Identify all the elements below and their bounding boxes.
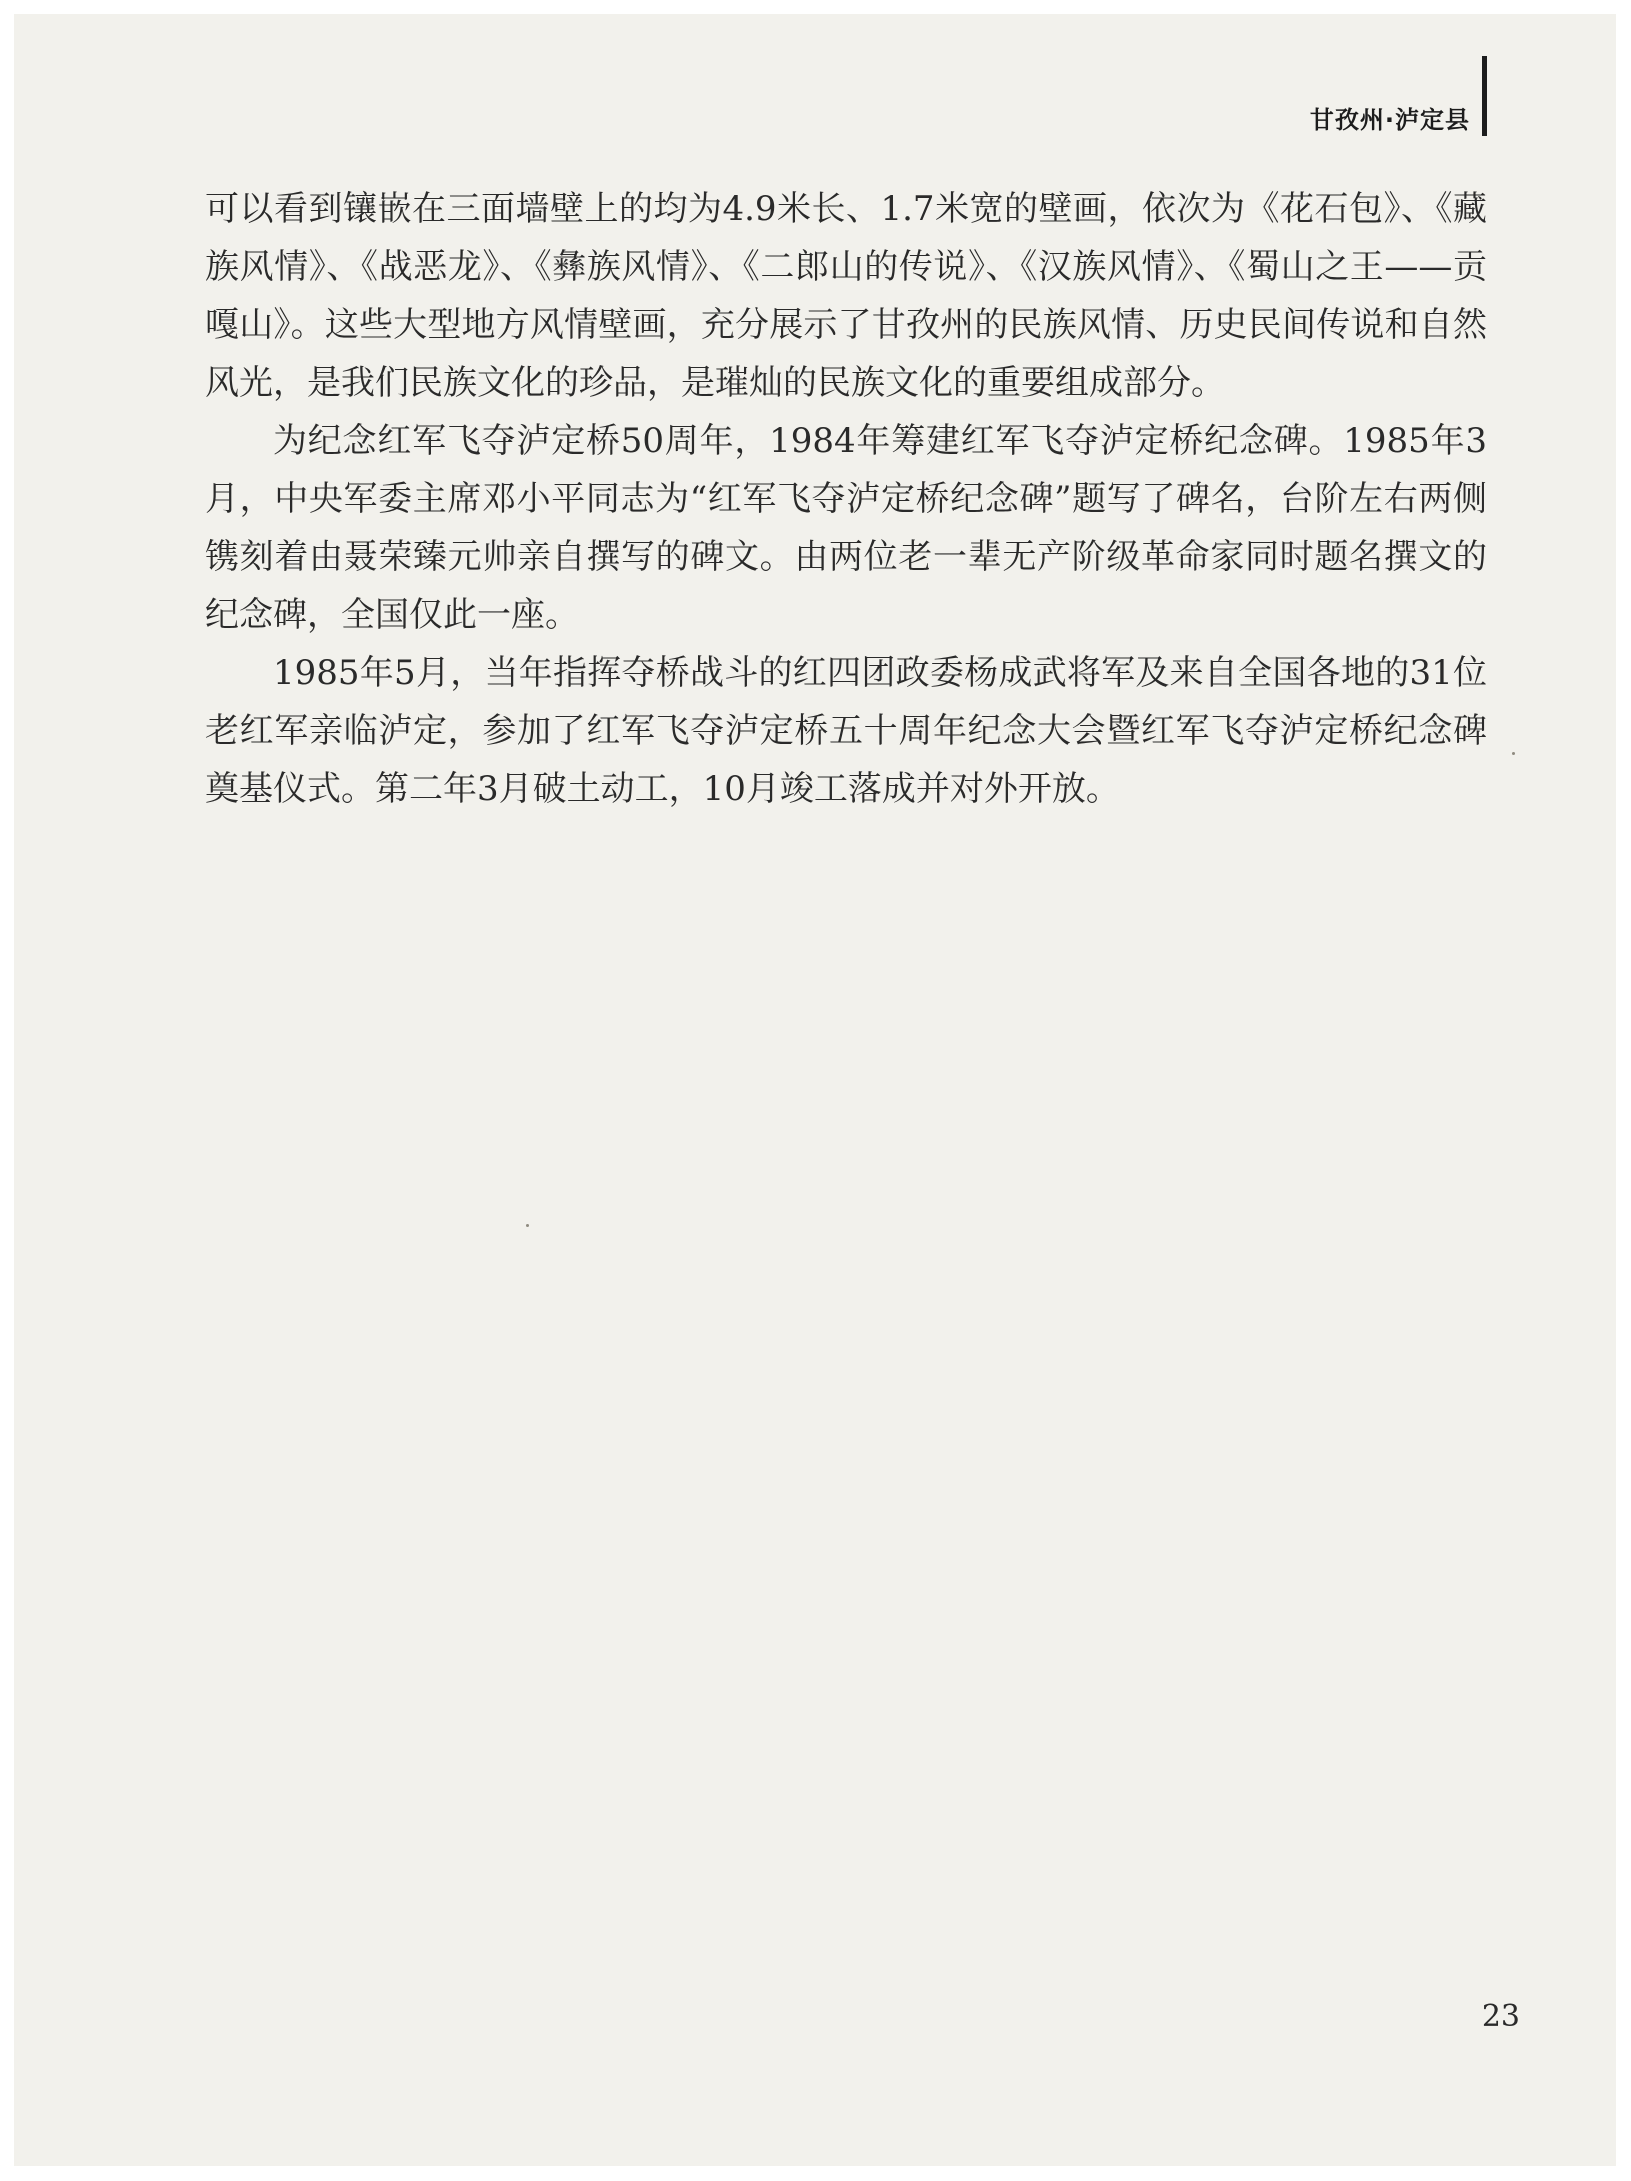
paragraph-ground-breaking: 1985年5月，当年指挥夺桥战斗的红四团政委杨成武将军及来自全国各地的31位老红军亲临泸定，参加了红军飞夺泸定桥五十周年纪念大会暨红军飞夺泸定桥纪念碑奠基仪式。第二年3月破土动工，10月竣工落成并对外开放。: [205, 653, 1487, 809]
paragraph-memorial-construction: 为纪念红军飞夺泸定桥50周年，1984年筹建红军飞夺泸定桥纪念碑。1985年3月，中央军委主席邓小平同志为“红军飞夺泸定桥纪念碑”题写了碑名，台阶左右两侧镌刻着由聂荣臻元帅亲自撰写的碑文。由两位老一辈无产阶级革命家同时题名撰文的纪念碑，全国仅此一座。: [205, 421, 1487, 635]
paragraph-continued: 可以看到镶嵌在三面墙壁上的均为4.9米长、1.7米宽的壁画，依次为《花石包》、《藏族风情》、《战恶龙》、《彝族风情》、《二郎山的传说》、《汉族风情》、《蜀山之王——贡嘎山》。这些大型地方风情壁画，充分展示了甘孜州的民族风情、历史民间传说和自然风光，是我们民族文化的珍品，是璀灿的民族文化的重要组成部分。: [205, 189, 1487, 403]
running-title: 甘孜州·泸定县: [1309, 106, 1470, 134]
book-page: [14, 14, 1616, 2166]
page-number: 23: [1481, 1999, 1520, 2034]
paper-speck: [1512, 752, 1515, 755]
body-text: [205, 180, 1487, 818]
paper-speck: [526, 1224, 529, 1227]
header-rule: [1482, 56, 1487, 136]
